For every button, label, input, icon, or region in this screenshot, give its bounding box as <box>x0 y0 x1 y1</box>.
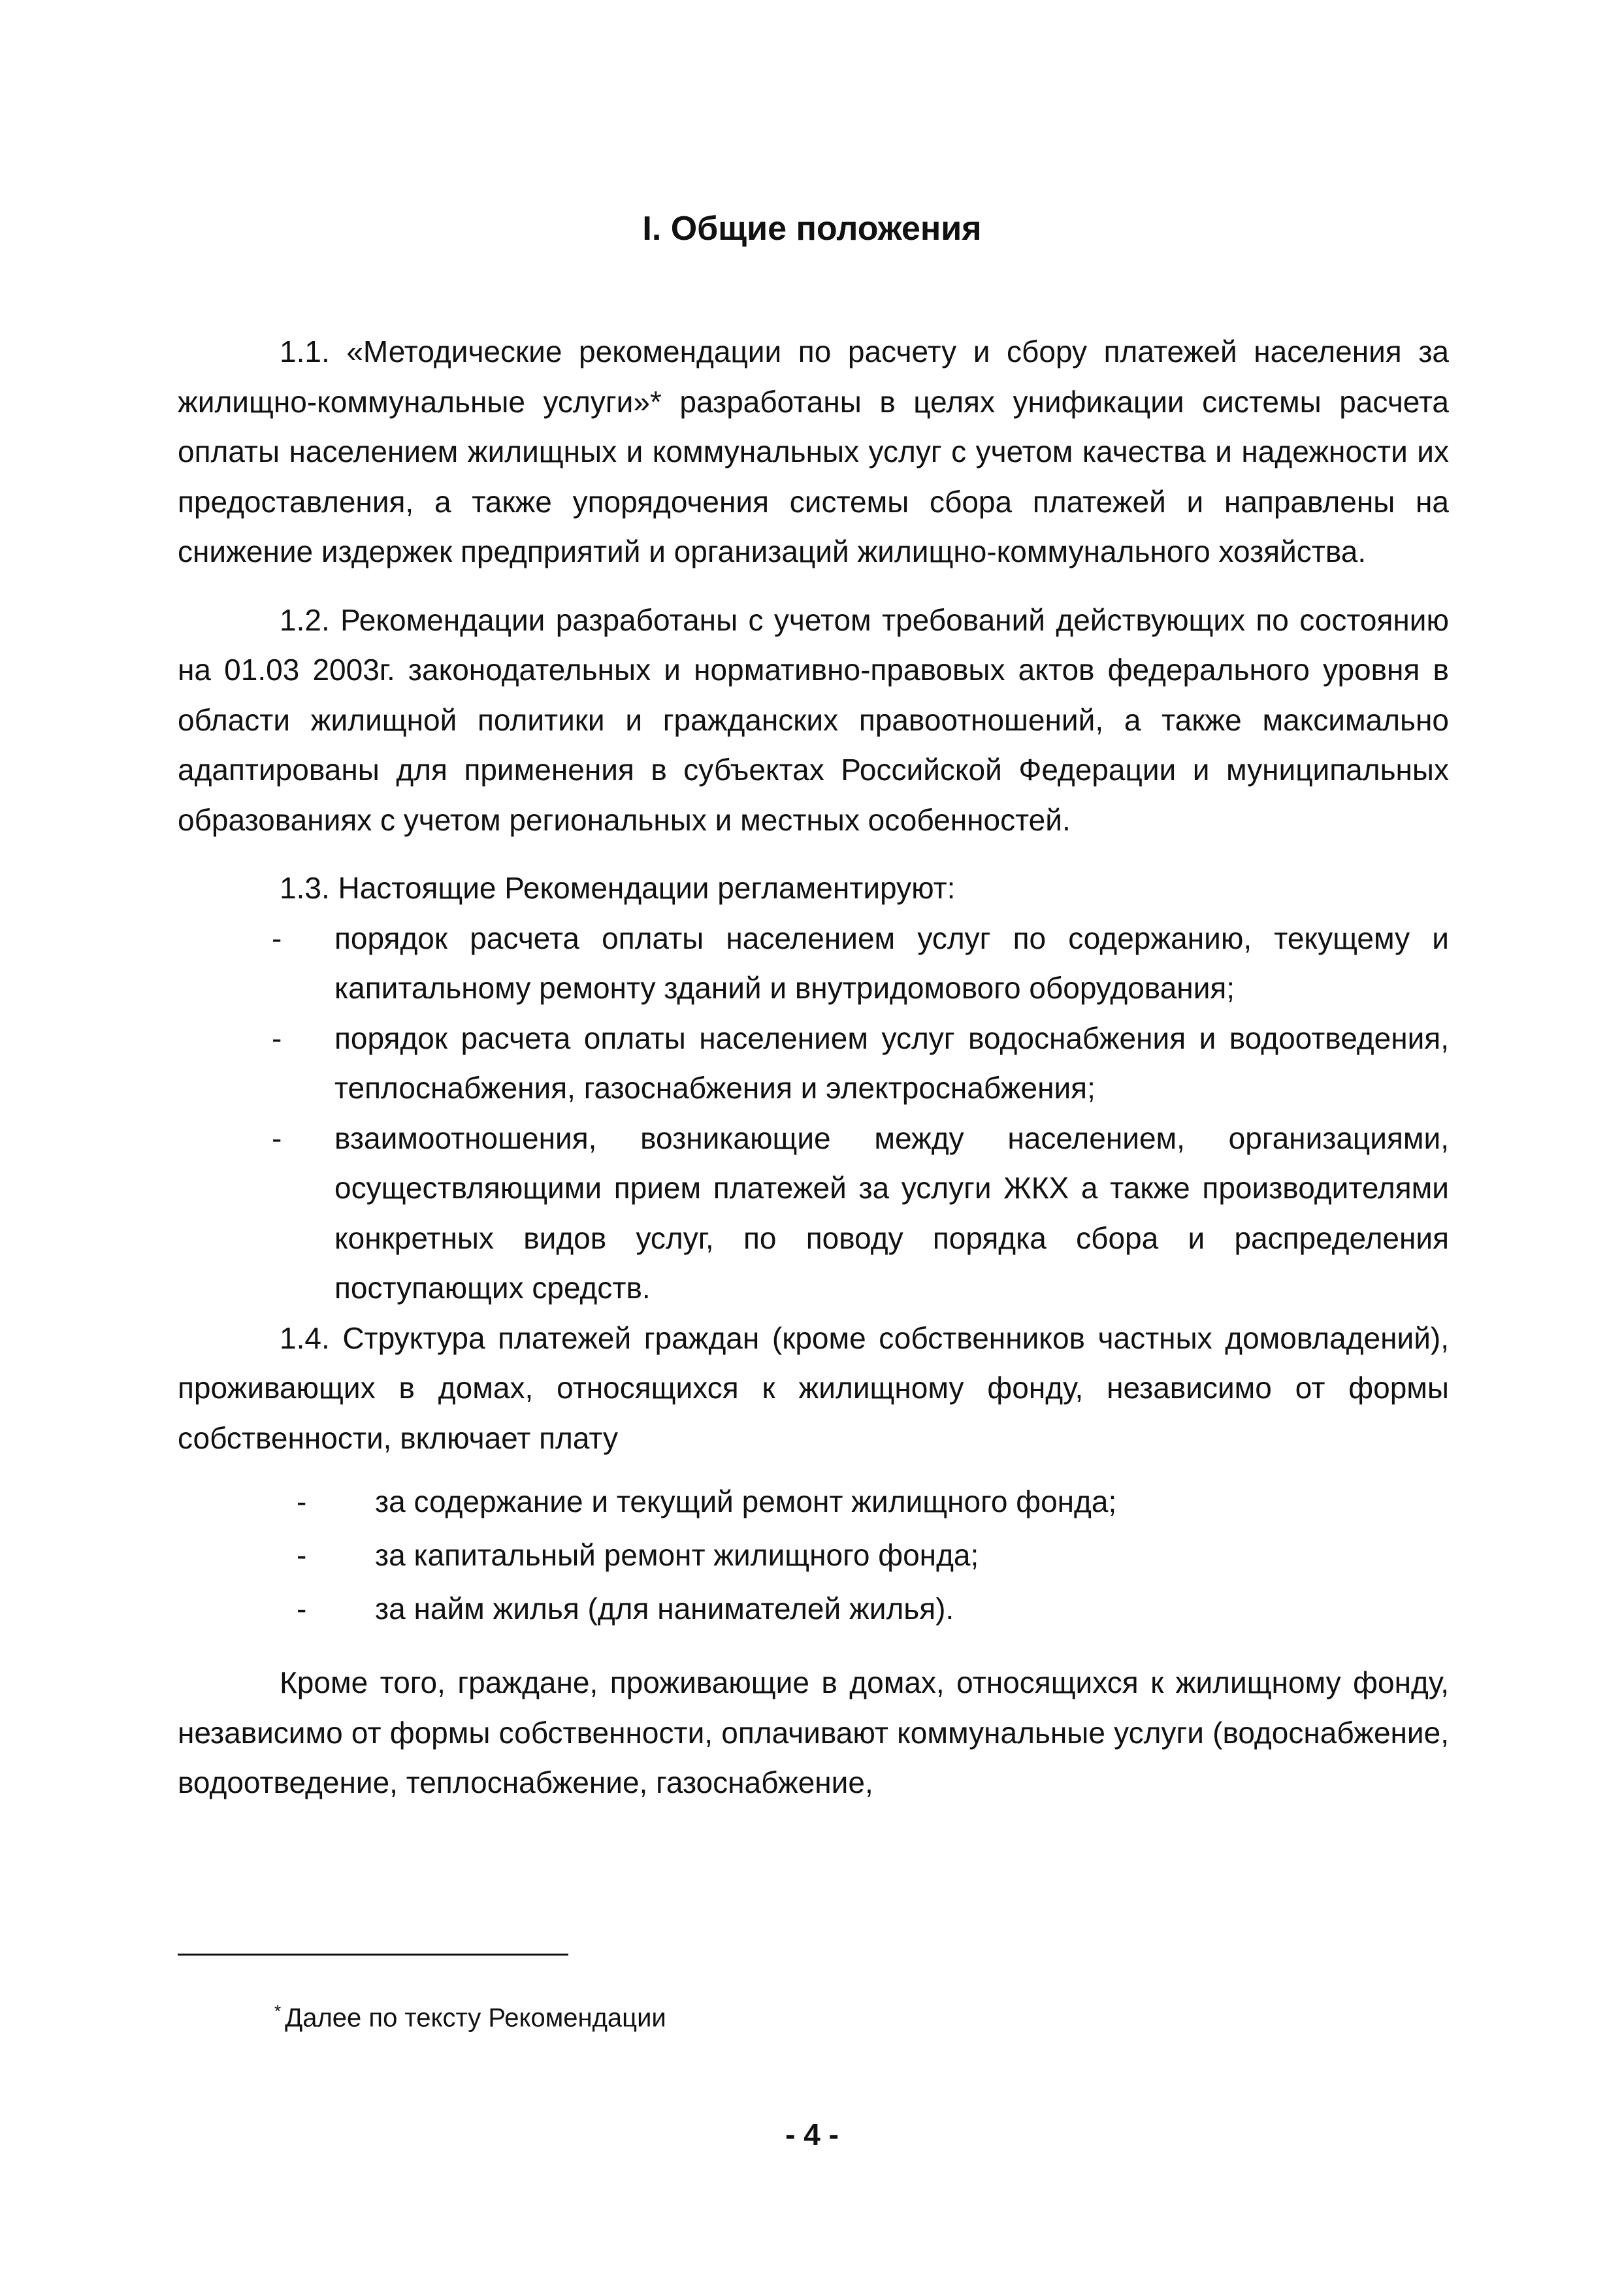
list-dash: - <box>272 1021 282 1055</box>
list-1-3 <box>178 913 1449 1313</box>
list-item-text: взаимоотношения, возникающие между населением, организациями, осуществляющими прием платежей за услуги ЖКХ а также производителями конкретных видов услуг, по поводу порядка сбора и распределения поступающих средств. <box>334 1121 1449 1305</box>
list-dash: - <box>297 1484 307 1518</box>
list-dash: - <box>272 921 282 955</box>
list-item-text: порядок расчета оплаты населением услуг водоснабжения и водоотведения, теплоснабжения, газоснабжения и электроснабжения; <box>334 1021 1449 1105</box>
list-item <box>178 1528 1449 1582</box>
list-1-4 <box>178 1475 1449 1635</box>
section-title: I. Общие положения <box>642 210 982 248</box>
list-dash: - <box>297 1538 307 1572</box>
list-item <box>178 1475 1449 1528</box>
list-dash: - <box>297 1592 307 1626</box>
footnote-mark: * <box>274 2001 282 2021</box>
paragraph-1-1: 1.1. «Методические рекомендации по расчету и сбору платежей населения за жилищно-коммунальные услуги»* разработаны в целях унификации системы расчета оплаты населением жилищных и коммунальных услуг с учетом качества и надежности их предоставления, а также упорядочения системы сбора платежей и направлены на снижение издержек предприятий и организаций жилищно-коммунального хозяйства. <box>178 335 1449 568</box>
list-item <box>178 1582 1449 1635</box>
body-text <box>178 327 1449 1808</box>
list-item-text: за капитальный ремонт жилищного фонда; <box>375 1538 979 1572</box>
list-item-text: за содержание и текущий ремонт жилищного фонда; <box>375 1484 1117 1518</box>
footnote <box>274 1993 666 2036</box>
list-dash: - <box>272 1121 282 1155</box>
list-item-text: порядок расчета оплаты населением услуг по содержанию, текущему и капитальному ремонту зданий и внутридомового оборудования; <box>334 921 1449 1005</box>
footnote-text: Далее по тексту Рекомендации <box>285 2003 666 2033</box>
list-item-text: за найм жилья (для нанимателей жилья). <box>375 1592 954 1626</box>
list-item <box>178 1013 1449 1113</box>
paragraph-1-3: 1.3. Настоящие Рекомендации регламентируют: <box>280 871 956 905</box>
paragraph-1-2: 1.2. Рекомендации разработаны с учетом требований действующих по состоянию на 01.03 2003г. законодательных и нормативно-правовых актов федерального уровня в области жилищной политики и гражданских правоотношений, а также максимально адаптированы для применения в субъектах Российской Федерации и муниципальных образованиях с учетом региональных и местных особенностей. <box>178 602 1449 837</box>
paragraph-1-4: 1.4. Структура платежей граждан (кроме собственников частных домовладений), проживающих в домах, относящихся к жилищному фонду, независимо от формы собственности, включает плату <box>178 1320 1449 1455</box>
footnote-separator <box>178 1954 568 1956</box>
page-number: - 4 - <box>785 2118 839 2152</box>
paragraph-continuation: Кроме того, граждане, проживающие в домах, относящихся к жилищному фонду, независимо от формы собственности, оплачивают коммунальные услуги (водоснабжение, водоотведение, теплоснабжение, газоснабжение, <box>178 1665 1449 1799</box>
list-item <box>178 913 1449 1013</box>
list-item <box>178 1113 1449 1313</box>
